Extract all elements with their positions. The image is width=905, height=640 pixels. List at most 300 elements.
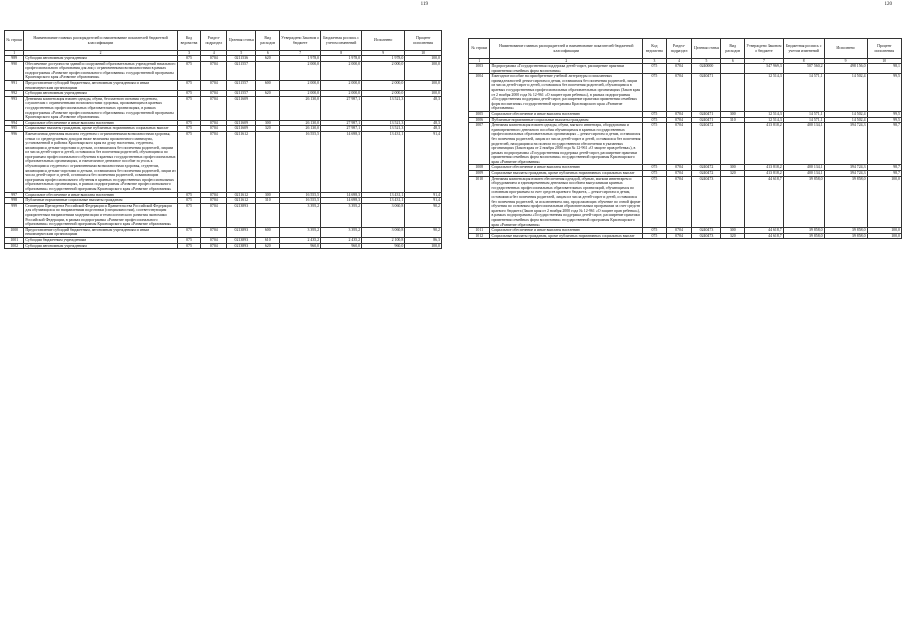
row-number: 994 — [5, 120, 24, 126]
cell-vedomstvo: 075 — [177, 56, 201, 62]
row-name: Предоставление субсидий бюджетным, автономным учреждениям и иным некоммерческим организациям — [24, 80, 177, 90]
cell-percent: 48,3 — [405, 96, 442, 120]
cell-ispolneno: 13 521,3 — [362, 96, 405, 120]
cell-razdel: 0704 — [201, 198, 227, 204]
row-number: 1012 — [469, 233, 490, 239]
cell-rospis: 39 858,0 — [783, 233, 824, 239]
cell-utverzhdeno: 16 555,5 — [280, 198, 321, 204]
cell-rospis: 27 987,1 — [321, 126, 362, 132]
cell-statya: 0211612 — [227, 131, 256, 192]
cell-utverzhdeno: 2 435,2 — [280, 237, 321, 243]
cell-ispolneno: 13 521,3 — [362, 120, 405, 126]
cell-utverzhdeno: 413 818,2 — [745, 171, 784, 177]
cell-vid — [256, 96, 280, 120]
col-number: 2 — [490, 59, 643, 64]
row-name: Социальные выплаты гражданам, кроме публичных нормативных социальных выплат — [24, 126, 177, 132]
cell-vid: 310 — [256, 198, 280, 204]
cell-razdel: 0704 — [666, 123, 692, 165]
row-number: 1001 — [5, 237, 24, 243]
col-header: Наименование главных распорядителей и наименование показателей бюджетной классификации — [24, 31, 177, 51]
cell-statya: 0240472 — [692, 165, 721, 171]
col-header: Целевая статья — [692, 39, 721, 59]
left-page — [4, 0, 444, 640]
cell-vid: 300 — [256, 192, 280, 198]
row-number: 999 — [5, 203, 24, 227]
cell-percent: 91,4 — [405, 198, 442, 204]
cell-razdel: 0704 — [201, 126, 227, 132]
cell-rospis: 400 134,1 — [783, 171, 824, 177]
col-number: 5 — [227, 51, 256, 56]
cell-percent: 100,0 — [405, 243, 442, 249]
row-number: 1008 — [469, 165, 490, 171]
col-header: Исполнено — [362, 31, 405, 51]
cell-percent: 98,1 — [867, 64, 901, 74]
col-header: Бюджетная роспись с учетом изменений — [783, 39, 824, 59]
cell-percent: 99,5 — [867, 74, 901, 112]
row-name: Социальные выплаты гражданам, кроме публичных нормативных социальных выплат — [490, 233, 643, 239]
cell-razdel: 0704 — [201, 96, 227, 120]
cell-vedomstvo: 075 — [177, 192, 201, 198]
col-header: № строки — [469, 39, 490, 59]
cell-statya: 0211536 — [227, 56, 256, 62]
cell-utverzhdeno: 44 618,7 — [745, 228, 784, 234]
row-name: Социальное обеспечение и иные выплаты населению — [490, 165, 643, 171]
table-row — [469, 176, 902, 228]
col-header: Наименование главных распорядителей и наименование показателей бюджетной классификации — [490, 39, 643, 59]
cell-percent: 48,3 — [405, 120, 442, 126]
col-header: Раздел-подраздел — [201, 31, 227, 51]
col-header: Бюджетная роспись с учетом изменений — [321, 31, 362, 51]
col-header: Код ведомства — [643, 39, 667, 59]
cell-vid: 610 — [256, 237, 280, 243]
cell-percent: 99,5 — [867, 111, 901, 117]
cell-rospis: 3 395,2 — [321, 203, 362, 227]
cell-rospis: 2 000,0 — [321, 61, 362, 80]
cell-statya: 0240471 — [692, 117, 721, 123]
cell-vedomstvo: 075 — [177, 61, 201, 80]
cell-statya: 0211557 — [227, 61, 256, 80]
cell-statya: 0211557 — [227, 91, 256, 97]
cell-statya: 0211612 — [227, 192, 256, 198]
cell-rospis: 2 435,2 — [321, 237, 362, 243]
cell-rospis: 2 000,0 — [321, 91, 362, 97]
row-number: 1004 — [469, 74, 490, 112]
cell-razdel: 0704 — [201, 192, 227, 198]
row-name: Публичные нормативные социальные выплаты гражданам — [490, 117, 643, 123]
cell-statya: 0240473 — [692, 233, 721, 239]
header-row — [469, 39, 902, 59]
cell-vedomstvo: 075 — [177, 91, 201, 97]
col-number: 4 — [666, 59, 692, 64]
col-header: № строки — [5, 31, 24, 51]
row-number: 996 — [5, 131, 24, 192]
row-name: Социальное обеспечение и иные выплаты населению — [24, 192, 177, 198]
cell-rospis: 14 571,1 — [783, 74, 824, 112]
cell-percent: 98,7 — [867, 171, 901, 177]
cell-razdel: 0704 — [666, 117, 692, 123]
col-header: Вид расходов — [721, 39, 745, 59]
cell-razdel: 0704 — [666, 111, 692, 117]
row-name: Субсидии автономным учреждениям — [24, 91, 177, 97]
row-name: Социальное обеспечение и иные выплаты населению — [490, 228, 643, 234]
cell-percent: 100,0 — [405, 56, 442, 62]
cell-vid: 300 — [721, 228, 745, 234]
cell-vid — [721, 123, 745, 165]
cell-ispolneno: 13 431,1 — [362, 198, 405, 204]
cell-razdel: 0704 — [201, 203, 227, 227]
cell-ispolneno: 39 858,0 — [824, 176, 867, 228]
col-header: Вид расходов — [256, 31, 280, 51]
row-name: Ежегодное пособие на приобретение учебной литературы и письменных принадлежностей детям-сиротам и детям, оставшимся без попечения родителей, лицам из числа детей-сирот и детей, оставшихся без попечения родителей, обучающимся в краевых государственных профессиональных образовательных организациях (Закон края от 2 ноября 2000 года № 12-961 «О защите прав ребенка»), в рамках подпрограммы «Государственная поддержка детей-сирот, расширение практики применения семейных форм воспитания» государственной программы Красноярского края «Развитие образования» — [490, 74, 643, 112]
cell-ispolneno: 13 431,1 — [362, 131, 405, 192]
cell-ispolneno: 3 060,8 — [362, 203, 405, 227]
cell-statya: 0240472 — [692, 171, 721, 177]
cell-vid — [721, 64, 745, 74]
cell-vedomstvo: 075 — [177, 203, 201, 227]
cell-vid: 320 — [256, 126, 280, 132]
cell-vedomstvo: 075 — [643, 171, 667, 177]
cell-vedomstvo: 075 — [643, 228, 667, 234]
budget-table — [468, 38, 902, 239]
cell-rospis: 27 987,1 — [321, 96, 362, 120]
row-number: 989 — [5, 56, 24, 62]
row-number: 993 — [5, 96, 24, 120]
cell-percent: 90,2 — [405, 203, 442, 227]
cell-statya: 0211609 — [227, 96, 256, 120]
cell-vedomstvo: 075 — [177, 243, 201, 249]
col-number: 10 — [405, 51, 442, 56]
cell-statya: 0240473 — [692, 176, 721, 228]
cell-vid — [721, 176, 745, 228]
cell-utverzhdeno: 1 978,0 — [280, 56, 321, 62]
col-header: Процент исполнения — [405, 31, 442, 51]
cell-vedomstvo: 075 — [643, 165, 667, 171]
row-name: Публичные нормативные социальные выплаты гражданам — [24, 198, 177, 204]
cell-ispolneno: 14 502,4 — [824, 111, 867, 117]
row-number: 1003 — [469, 64, 490, 74]
row-number: 1009 — [469, 171, 490, 177]
cell-rospis: 400 134,1 — [783, 165, 824, 171]
col-number: 9 — [824, 59, 867, 64]
row-name: Социальное обеспечение и иные выплаты населению — [490, 111, 643, 117]
cell-statya: 0211609 — [227, 120, 256, 126]
cell-vedomstvo: 075 — [177, 227, 201, 237]
cell-percent: 100,0 — [405, 80, 442, 90]
row-name: Социальное обеспечение и иные выплаты населению — [24, 120, 177, 126]
cell-rospis: 1 978,0 — [321, 56, 362, 62]
cell-statya: 0213893 — [227, 227, 256, 237]
cell-rospis: 14 571,1 — [783, 111, 824, 117]
col-number: 1 — [469, 59, 490, 64]
cell-razdel: 0704 — [201, 56, 227, 62]
cell-percent: 91,4 — [405, 131, 442, 192]
cell-vid — [721, 74, 745, 112]
page-number: 120 — [884, 2, 892, 7]
cell-statya: 0211612 — [227, 198, 256, 204]
cell-vid: 600 — [256, 80, 280, 90]
row-name: Субсидии бюджетным учреждениям — [24, 237, 177, 243]
cell-ispolneno: 39 858,0 — [824, 228, 867, 234]
row-name: Подпрограмма «Государственная поддержка детей-сирот, расширение практики применения семейных форм воспитания» — [490, 64, 643, 74]
cell-ispolneno: 960,0 — [362, 243, 405, 249]
col-header: Код ведомства — [177, 31, 201, 51]
table-row — [469, 64, 902, 74]
cell-percent: 48,3 — [405, 126, 442, 132]
cell-vedomstvo: 075 — [643, 123, 667, 165]
row-name: Стипендии Президента Российской Федерации и Правительства Российской Федерации для обучающихся по направлениям подготовки (специальностям), соответствующим приоритетным направлениям модернизации и технологического развития экономики Российской Федерации, в рамках подпрограммы «Развитие профессионального образования» государственной программы Красноярского края «Развитие образования» — [24, 203, 177, 227]
cell-rospis: 39 858,0 — [783, 176, 824, 228]
col-header: Процент исполнения — [867, 39, 901, 59]
cell-vedomstvo: 075 — [643, 117, 667, 123]
col-number: 5 — [692, 59, 721, 64]
cell-statya: 0213893 — [227, 243, 256, 249]
cell-rospis: 14 698,3 — [321, 198, 362, 204]
cell-vedomstvo: 075 — [643, 176, 667, 228]
cell-ispolneno: 2 000,0 — [362, 80, 405, 90]
budget-table — [4, 30, 442, 249]
cell-vedomstvo: 075 — [177, 96, 201, 120]
cell-vid: 310 — [721, 117, 745, 123]
table-row — [5, 227, 442, 237]
cell-percent: 91,4 — [405, 192, 442, 198]
cell-rospis: 27 987,1 — [321, 120, 362, 126]
cell-statya: 0211609 — [227, 126, 256, 132]
col-number: 9 — [362, 51, 405, 56]
cell-statya: 0240471 — [692, 111, 721, 117]
col-header: Утверждено Законом о бюджете — [745, 39, 784, 59]
cell-vid: 600 — [256, 227, 280, 237]
col-number: 7 — [280, 51, 321, 56]
cell-percent: 100,0 — [867, 228, 901, 234]
cell-utverzhdeno: 2 000,0 — [280, 80, 321, 90]
cell-ispolneno: 3 060,8 — [362, 227, 405, 237]
cell-ispolneno: 394 724,3 — [824, 123, 867, 165]
cell-rospis: 3 395,2 — [321, 227, 362, 237]
cell-razdel: 0704 — [201, 237, 227, 243]
cell-vedomstvo: 075 — [177, 198, 201, 204]
cell-utverzhdeno: 26 130,0 — [280, 126, 321, 132]
cell-vid: 300 — [256, 120, 280, 126]
cell-percent: 100,0 — [867, 233, 901, 239]
col-number: 4 — [201, 51, 227, 56]
table-row — [469, 74, 902, 112]
cell-vid: 320 — [721, 233, 745, 239]
cell-percent: 86,3 — [405, 237, 442, 243]
cell-ispolneno: 39 858,0 — [824, 233, 867, 239]
cell-razdel: 0704 — [201, 120, 227, 126]
col-number: 2 — [24, 51, 177, 56]
cell-percent: 98,7 — [867, 123, 901, 165]
cell-ispolneno: 14 502,4 — [824, 74, 867, 112]
cell-utverzhdeno: 26 130,0 — [280, 120, 321, 126]
cell-razdel: 0704 — [666, 165, 692, 171]
row-number: 1005 — [469, 111, 490, 117]
row-number: 1007 — [469, 123, 490, 165]
cell-vid: 300 — [721, 111, 745, 117]
cell-razdel: 0704 — [666, 233, 692, 239]
row-number: 1006 — [469, 117, 490, 123]
cell-ispolneno: 2 000,0 — [362, 61, 405, 80]
cell-statya: 0213893 — [227, 237, 256, 243]
row-number: 1010 — [469, 176, 490, 228]
table-row — [5, 203, 442, 227]
cell-vedomstvo: 075 — [643, 74, 667, 112]
row-number: 991 — [5, 80, 24, 90]
cell-utverzhdeno: 12 514,3 — [745, 111, 784, 117]
cell-rospis: 507 560,2 — [783, 64, 824, 74]
row-name: Денежная компенсация взамен одежды, обуви, бесплатного питания студентам, слушателям с ограниченными возможностями здоровья, проживающим в краевых государственных профессиональных образовательных организациях, в рамках подпрограммы «Развитие профессионального образования» государственной программы Красноярского края «Развитие образования» — [24, 96, 177, 120]
row-name: Субсидии автономным учреждениям — [24, 56, 177, 62]
table-row — [5, 61, 442, 80]
cell-razdel: 0704 — [666, 171, 692, 177]
cell-vedomstvo: 075 — [177, 80, 201, 90]
page-number: 119 — [420, 2, 428, 7]
cell-razdel: 0704 — [666, 176, 692, 228]
table-row — [5, 96, 442, 120]
cell-razdel: 0704 — [201, 91, 227, 97]
cell-statya: 0211557 — [227, 80, 256, 90]
table-row — [5, 131, 442, 192]
cell-utverzhdeno: 16 555,5 — [280, 131, 321, 192]
cell-ispolneno: 2 100,8 — [362, 237, 405, 243]
cell-ispolneno: 394 724,3 — [824, 171, 867, 177]
row-number: 1000 — [5, 227, 24, 237]
col-number: 6 — [256, 51, 280, 56]
cell-vid: 620 — [256, 243, 280, 249]
cell-rospis: 14 698,3 — [321, 192, 362, 198]
col-number: 10 — [867, 59, 901, 64]
col-number: 3 — [177, 51, 201, 56]
cell-ispolneno: 13 431,1 — [362, 192, 405, 198]
cell-vid — [256, 203, 280, 227]
cell-vedomstvo: 075 — [643, 233, 667, 239]
table-row — [5, 80, 442, 90]
cell-vid — [256, 61, 280, 80]
cell-statya: 0240000 — [692, 64, 721, 74]
cell-statya: 0240472 — [692, 123, 721, 165]
row-name: Предоставление субсидий бюджетным, автономным учреждениям и иным некоммерческим организациям — [24, 227, 177, 237]
cell-rospis: 2 000,0 — [321, 80, 362, 90]
col-number: 7 — [745, 59, 784, 64]
cell-utverzhdeno: 3 395,2 — [280, 227, 321, 237]
col-number: 8 — [321, 51, 362, 56]
cell-razdel: 0704 — [201, 243, 227, 249]
col-number: 3 — [643, 59, 667, 64]
cell-vedomstvo: 075 — [177, 120, 201, 126]
col-header: Утверждено Законом о бюджете — [280, 31, 321, 51]
cell-utverzhdeno: 3 395,2 — [280, 203, 321, 227]
right-page — [468, 0, 905, 640]
cell-percent: 100,0 — [867, 176, 901, 228]
col-number: 8 — [783, 59, 824, 64]
row-name: Денежная компенсация взамен обеспечения одеждой, обувью, мягким инвентарем и оборудованием и единовременным денежным пособием выпускникам краевых государственных профессиональных образовательных организаций, обучающимся по основным программам за счет средств краевого бюджета, – детям-сиротам и детям, оставшимся без попечения родителей, лицам из числа детей-сирот и детей, оставшихся без попечения родителей, за исключением лиц, продолжающих обучение по очной форме обучения по основным профессиональным образовательным программам за счет средств краевого бюджета (Закон края от 2 ноября 2000 года № 12-961 «О защите прав ребенка»), в рамках подпрограммы «Государственная поддержка детей-сирот, расширение практики применения семейных форм воспитания» государственной программы Красноярского края «Развитие образования» — [490, 176, 643, 228]
row-number: 992 — [5, 91, 24, 97]
cell-vedomstvo: 075 — [177, 126, 201, 132]
col-number: 1 — [5, 51, 24, 56]
row-name: Денежная компенсация взамен одежды, обуви, мягкого инвентаря, оборудования и единовременного денежного пособия обучающимся в краевых государственных профессиональных образовательных организациях – детям-сиротам и детям, оставшимся без попечения родителей, лицам из числа детей-сирот и детей, оставшихся без попечения родителей, находящимся на полном государственном обеспечении в указанных организациях (Закон края от 2 ноября 2000 года № 12-961 «О защите прав ребенка»), в рамках подпрограммы «Государственная поддержка детей-сирот, расширение практики применения семейных форм воспитания» государственной программы Красноярского края «Развитие образования» — [490, 123, 643, 165]
cell-vid: 300 — [721, 165, 745, 171]
cell-utverzhdeno: 2 000,0 — [280, 91, 321, 97]
cell-utverzhdeno: 44 618,7 — [745, 176, 784, 228]
cell-utverzhdeno: 2 000,0 — [280, 61, 321, 80]
col-number: 6 — [721, 59, 745, 64]
cell-razdel: 0704 — [201, 227, 227, 237]
cell-vedomstvo: 075 — [177, 131, 201, 192]
cell-vedomstvo: 075 — [643, 64, 667, 74]
row-name: Обеспечение доступности зданий и сооружений образовательных учреждений начального профессионального образования для лиц с ограниченными возможностями в рамках подпрограммы «Развитие профессионального образования» государственной программы Красноярского края «Развитие образования» — [25, 61, 176, 80]
table-row — [469, 123, 902, 165]
cell-ispolneno: 2 000,0 — [362, 91, 405, 97]
cell-rospis: 400 134,1 — [783, 123, 824, 165]
cell-razdel: 0704 — [666, 64, 692, 74]
cell-utverzhdeno: 12 514,3 — [745, 117, 784, 123]
cell-ispolneno: 1 978,0 — [362, 56, 405, 62]
row-name: Социальные выплаты гражданам, кроме публичных нормативных социальных выплат — [490, 171, 643, 177]
row-name: Ежемесячная денежная выплата студентам с ограниченными возможностями здоровья, семьи со среднедушевым доходом ниже величины прожиточного минимума, установленной в районах Красноярского края на душу населения, студентам, являющимся детьми-сиротами и детьми, оставшимися без попечения родителей, лицами из числа детей-сирот и детей, оставшихся без попечения родителей, обучающимся по программам профессионального обучения в краевых государственных профессиональных образовательных организациях, и ежемесячное денежное пособие за уголь к обучающимся студентам с ограниченными возможностями здоровья, студентам, являющимся детьми-сиротами и детьми, оставшимися без попечения родителей, лицам из числа детей-сирот и детей, оставшихся без попечения родителей, осваивающим программы профессионального обучения в краевых государственных профессиональных образовательных организациях, в рамках подпрограммы «Развитие профессионального образования» государственной программы Красноярского края «Развитие образования» — [25, 131, 176, 192]
row-number: 998 — [5, 198, 24, 204]
cell-utverzhdeno: 12 514,3 — [745, 74, 784, 112]
row-number: 990 — [5, 61, 24, 80]
cell-vid: 320 — [721, 171, 745, 177]
cell-utverzhdeno: 413 818,2 — [745, 165, 784, 171]
cell-razdel: 0704 — [666, 74, 692, 112]
cell-percent: 98,7 — [867, 165, 901, 171]
cell-vid: 620 — [256, 91, 280, 97]
cell-percent: 100,0 — [405, 91, 442, 97]
cell-rospis: 960,0 — [321, 243, 362, 249]
table-row — [469, 233, 902, 239]
table-row — [5, 243, 442, 249]
cell-rospis: 39 858,0 — [783, 228, 824, 234]
cell-ispolneno: 13 521,3 — [362, 126, 405, 132]
cell-rospis: 14 698,3 — [321, 131, 362, 192]
row-number: 995 — [5, 126, 24, 132]
col-header: Раздел-подраздел — [666, 39, 692, 59]
cell-utverzhdeno: 413 818,2 — [745, 123, 784, 165]
header-row — [5, 31, 442, 51]
cell-razdel: 0704 — [201, 61, 227, 80]
cell-ispolneno: 498 156,0 — [824, 64, 867, 74]
cell-razdel: 0704 — [666, 228, 692, 234]
row-number: 1011 — [469, 228, 490, 234]
cell-statya: 0213893 — [227, 203, 256, 227]
cell-vid — [256, 131, 280, 192]
cell-ispolneno: 14 502,4 — [824, 117, 867, 123]
cell-rospis: 14 571,1 — [783, 117, 824, 123]
col-header: Целевая статья — [227, 31, 256, 51]
col-header: Исполнено — [824, 39, 867, 59]
cell-utverzhdeno: 26 130,0 — [280, 96, 321, 120]
row-number: 997 — [5, 192, 24, 198]
cell-utverzhdeno: 16 555,5 — [280, 192, 321, 198]
row-number: 1002 — [5, 243, 24, 249]
cell-vedomstvo: 075 — [177, 237, 201, 243]
cell-percent: 100,0 — [405, 61, 442, 80]
cell-utverzhdeno: 547 969,3 — [745, 64, 784, 74]
row-name: Субсидии автономным учреждениям — [24, 243, 177, 249]
cell-ispolneno: 394 724,3 — [824, 165, 867, 171]
cell-utverzhdeno: 44 618,7 — [745, 233, 784, 239]
cell-vedomstvo: 075 — [643, 111, 667, 117]
cell-statya: 0240473 — [692, 228, 721, 234]
cell-percent: 99,5 — [867, 117, 901, 123]
cell-statya: 0240471 — [692, 74, 721, 112]
cell-utverzhdeno: 960,0 — [280, 243, 321, 249]
cell-vid: 620 — [256, 56, 280, 62]
cell-razdel: 0704 — [201, 80, 227, 90]
cell-percent: 90,2 — [405, 227, 442, 237]
cell-razdel: 0704 — [201, 131, 227, 192]
